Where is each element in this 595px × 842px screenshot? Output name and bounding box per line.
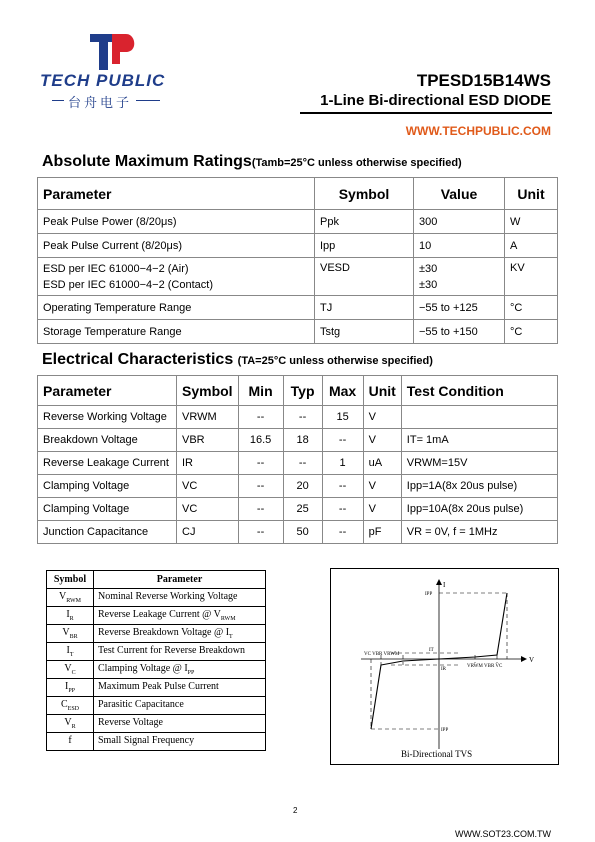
table-row: Reverse Working Voltage VRWM -- -- 15 V — [38, 406, 558, 429]
col-min: Min — [238, 376, 283, 406]
table-row: Operating Temperature Range TJ −55 to +125 °C — [38, 296, 558, 320]
header-rule — [300, 112, 552, 114]
table-row: $I_R$ Reverse Leakage Current @ $V_{RWM}$ — [47, 607, 266, 625]
table-row: $V_R$ Reverse Voltage — [47, 715, 266, 733]
table-row: Reverse Leakage Current IR -- -- 1 uA VRWM=15V — [38, 452, 558, 475]
col-parameter: Parameter — [38, 178, 315, 210]
tech-public-logo-icon — [86, 30, 138, 72]
table-row: $V_{RWM}$ Nominal Reverse Working Voltage — [47, 589, 266, 607]
label-ipp: IPP — [425, 592, 433, 597]
label-v: V — [529, 656, 535, 664]
part-number: TPESD15B14WS — [416, 71, 551, 90]
table-row: Peak Pulse Current (8/20μs) Ipp 10 A — [38, 234, 558, 258]
table-row: Junction Capacitance CJ -- 50 -- pF VR = 0V, f = 1MHz — [38, 521, 558, 544]
table-row: Peak Pulse Power (8/20μs) Ppk 300 W — [38, 210, 558, 234]
page-number: 2 — [293, 806, 298, 815]
col-parameter: Parameter — [94, 571, 266, 589]
i-axis-arrow — [436, 579, 442, 585]
tvs-iv-diagram — [330, 568, 559, 765]
label-left: VC VBR VRWM — [364, 652, 400, 657]
table-row: $I_{PP}$ Maximum Peak Pulse Current — [47, 679, 266, 697]
col-value: Value — [414, 178, 505, 210]
table-row: Storage Temperature Range Tstg −55 to +150 °C — [38, 320, 558, 344]
elec-table — [37, 375, 558, 544]
table-row: Breakdown Voltage VBR 16.5 18 -- V IT= 1mA — [38, 429, 558, 452]
table-row: $I_T$ Test Current for Reverse Breakdown — [47, 643, 266, 661]
diagram-caption: Bi-Directional TVS — [401, 749, 473, 759]
col-max: Max — [322, 376, 363, 406]
label-right: VRWM VBR VC — [467, 664, 503, 669]
symbol-table — [46, 570, 266, 751]
col-symbol: Symbol — [47, 571, 94, 589]
table-row: Clamping Voltage VC -- 25 -- V Ipp=10A(8x 20us pulse) — [38, 498, 558, 521]
document-subtitle: 1-Line Bi-directional ESD DIODE — [320, 92, 551, 109]
label-it: IT — [429, 648, 434, 653]
col-unit: Unit — [505, 178, 558, 210]
abs-max-title: Absolute Maximum Ratings(Tamb=25°C unless otherwise specified) — [42, 153, 462, 170]
table-row: $V_{BR}$ Reverse Breakdown Voltage @ $I_T$ — [47, 625, 266, 643]
elec-title: Electrical Characteristics (TA=25°C unless otherwise specified) — [42, 351, 433, 368]
table-row: Clamping Voltage VC -- 20 -- V Ipp=1A(8x 20us pulse) — [38, 475, 558, 498]
brand-chinese: 台舟电子 — [64, 92, 136, 111]
col-unit: Unit — [363, 376, 401, 406]
v-axis-arrow — [521, 656, 527, 662]
table-row: $V_C$ Clamping Voltage @ $I_{PP}$ — [47, 661, 266, 679]
col-typ: Typ — [283, 376, 322, 406]
col-symbol: Symbol — [177, 376, 239, 406]
label-i: I — [443, 581, 446, 589]
website-link[interactable]: WWW.TECHPUBLIC.COM — [405, 124, 551, 138]
table-row: f Small Signal Frequency — [47, 733, 266, 751]
col-parameter: Parameter — [38, 376, 177, 406]
table-row: $C_{ESD}$ Parasitic Capacitance — [47, 697, 266, 715]
abs-max-table — [37, 177, 558, 344]
col-symbol: Symbol — [315, 178, 414, 210]
footer-website[interactable]: WWW.SOT23.COM.TW — [455, 829, 551, 839]
col-test-condition: Test Condition — [401, 376, 557, 406]
brand-name: TECH PUBLIC — [40, 71, 166, 90]
table-row: ESD per IEC 61000−4−2 (Air) ESD per IEC 61000−4−2 (Contact) VESD ±30 ±30 KV — [38, 258, 558, 296]
label-ipp-neg: IPP — [441, 728, 449, 733]
label-ir: IR — [441, 667, 446, 672]
